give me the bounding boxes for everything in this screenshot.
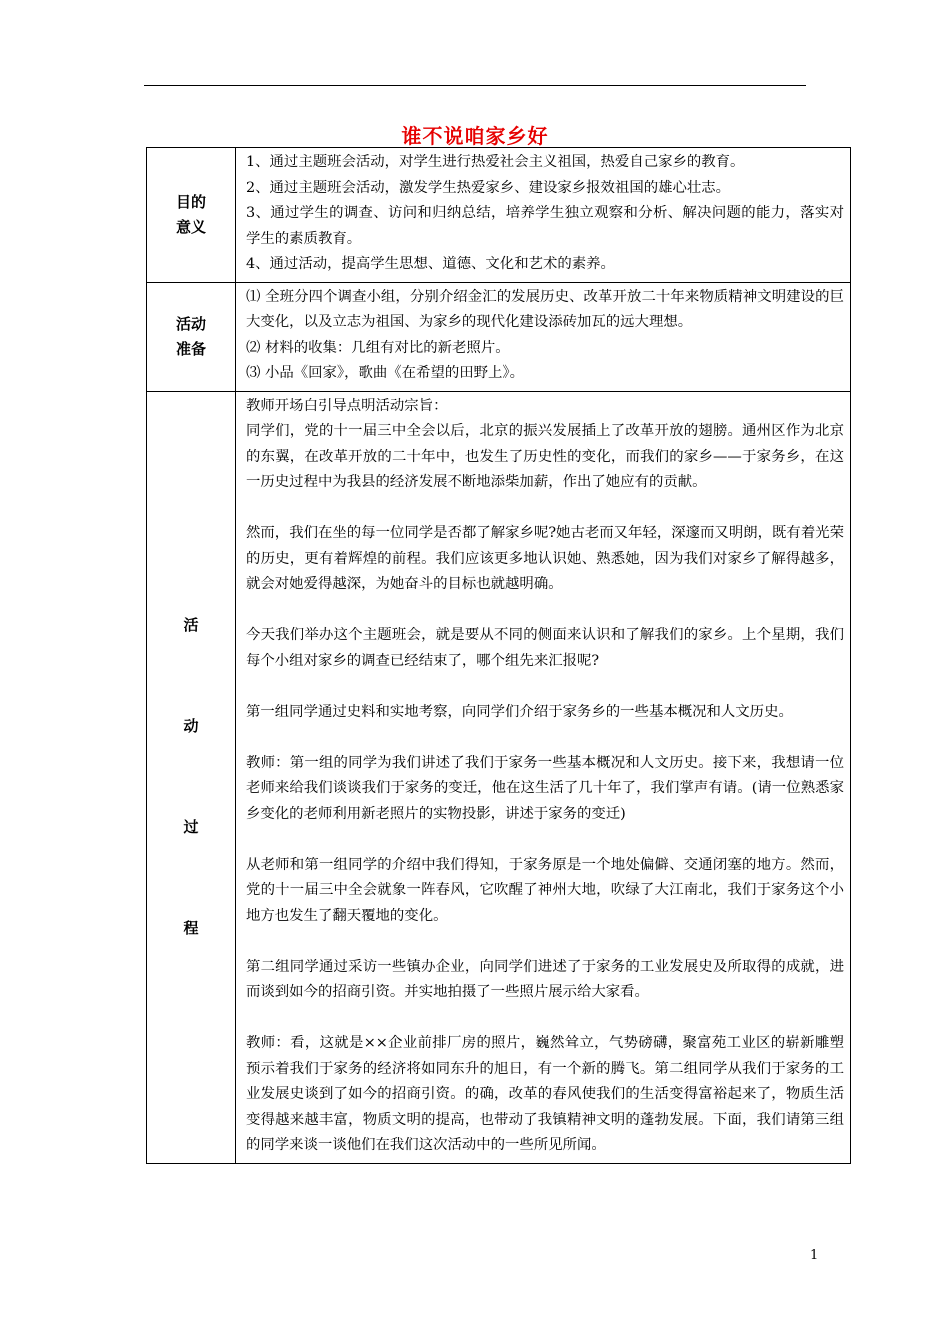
purpose-item: 2、通过主题班会活动，激发学生热爱家乡、建设家乡报效祖国的雄心壮志。 xyxy=(246,179,731,196)
process-label-char: 过 xyxy=(183,818,199,836)
preparation-item: ⑴ 全班分四个调查小组，分别介绍金汇的发展历史、改革开放二十年来物质精神文明建设的巨大变化，以及立志为祖国、为家乡的现代化建设添砖加瓦的远大理想。 xyxy=(246,288,844,330)
purpose-label-line2: 意义 xyxy=(175,217,206,236)
purpose-item: 3、通过学生的调查、访问和归纳总结，培养学生独立观察和分析、解决问题的能力，落实对学生的素质教育。 xyxy=(246,205,844,247)
preparation-item: ⑶ 小品《回家》，歌曲《在希望的田野上》。 xyxy=(246,365,524,381)
purpose-row xyxy=(147,148,851,283)
document-title: 谁不说咱家乡好 xyxy=(401,124,549,148)
header-rule xyxy=(144,85,806,86)
preparation-content xyxy=(236,282,851,391)
purpose-content xyxy=(236,148,851,283)
purpose-label xyxy=(147,148,236,283)
preparation-item: ⑵ 材料的收集：几组有对比的新老照片。 xyxy=(246,339,510,356)
process-content xyxy=(236,391,851,1163)
process-paragraph: 第二组同学通过采访一些镇办企业，向同学们进述了于家务的工业发展史及所取得的成就，进而谈到如今的招商引资。并实地拍摄了一些照片展示给大家看。 xyxy=(246,958,844,1000)
process-label-char: 活 xyxy=(183,616,199,634)
purpose-item: 4、通过活动，提高学生思想、道德、文化和艺术的素养。 xyxy=(246,256,615,272)
process-paragraph: 教师：第一组的同学为我们讲述了我们于家务一些基本概况和人文历史。接下来，我想请一位老师来给我们谈谈我们于家务的变迁，他在这生活了几十年了，我们掌声有请。(请一位熟悉家乡变化的老师利用新老照片的实物投影，讲述于家务的变迁) xyxy=(246,754,844,822)
process-label-char: 动 xyxy=(183,717,199,735)
process-intro: 教师开场白引导点明活动宗旨： xyxy=(246,397,448,414)
process-label xyxy=(147,391,236,1163)
preparation-row xyxy=(147,282,851,391)
purpose-item: 1、通过主题班会活动，对学生进行热爱社会主义祖国，热爱自己家乡的教育。 xyxy=(246,154,745,170)
process-paragraph: 第一组同学通过史料和实地考察，向同学们介绍于家务乡的一些基本概况和人文历史。 xyxy=(246,703,793,720)
process-paragraph: 同学们，党的十一届三中全会以后，北京的振兴发展插上了改革开放的翅膀。通州区作为北京的东翼，在改革开放的二十年中，也发生了历史性的变化，而我们的家乡——于家务乡，在这一历史过程中为我县的经济发展不断地添柴加薪，作出了她应有的贡献。 xyxy=(246,423,844,490)
process-paragraph: 教师：看，这就是××企业前排厂房的照片，巍然耸立，气势磅礴，聚富苑工业区的崭新雕塑预示着我们于家务的经济将如同东升的旭日，有一个新的腾飞。第二组同学从我们于家务的工业发展史谈到了如今的招商引资。的确，改革的春风使我们的生活变得富裕起来了，物质生活变得越来越丰富，物质文明的提高，也带动了我镇精神文明的蓬勃发展。下面，我们请第三组的同学来谈一谈他们在我们这次活动中的一些所见所闻。 xyxy=(246,1035,844,1153)
process-row xyxy=(147,391,851,1163)
preparation-label xyxy=(147,282,236,391)
process-paragraph: 从老师和第一组同学的介绍中我们得知，于家务原是一个地处偏僻、交通闭塞的地方。然而，党的十一届三中全会就象一阵春风，它吹醒了神州大地，吹绿了大江南北，我们于家务这个小地方也发生了翻天覆地的变化。 xyxy=(246,856,844,924)
preparation-label-line1: 活动 xyxy=(175,314,206,333)
preparation-label-line2: 准备 xyxy=(175,339,206,358)
process-label-char: 程 xyxy=(183,919,199,937)
page-number: 1 xyxy=(810,1248,819,1263)
plan-table xyxy=(146,147,851,1164)
purpose-label-line1: 目的 xyxy=(175,192,206,211)
process-paragraph: 今天我们举办这个主题班会，就是要从不同的侧面来认识和了解我们的家乡。上个星期，我们每个小组对家乡的调查已经结束了，哪个组先来汇报呢? xyxy=(246,627,844,669)
process-paragraph: 然而，我们在坐的每一位同学是否都了解家乡呢?她古老而又年轻，深邃而又明朗，既有着光荣的历史，更有着辉煌的前程。我们应该更多地认识她、熟悉她，因为我们对家乡了解得越多，就会对她爱得越深，为她奋斗的目标也就越明确。 xyxy=(246,525,844,592)
